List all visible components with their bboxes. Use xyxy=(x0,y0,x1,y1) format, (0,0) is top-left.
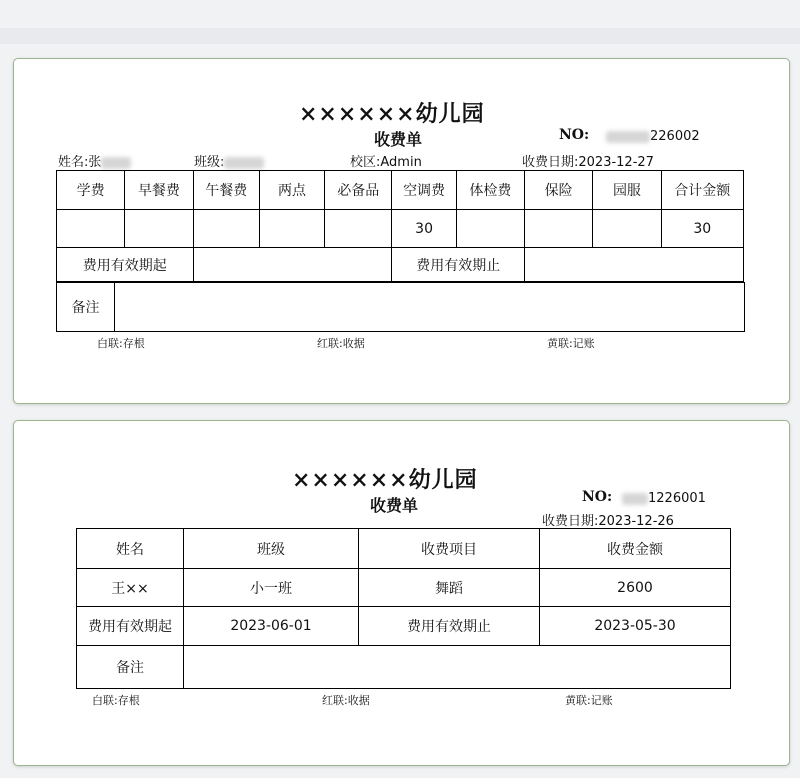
remark-value xyxy=(184,646,731,689)
valid-to-value xyxy=(525,248,744,282)
class-field: 班级: xyxy=(194,151,264,170)
value-cell xyxy=(125,210,193,248)
remark-label: 备注 xyxy=(77,646,184,689)
receipt-card-2 xyxy=(13,420,790,766)
redacted-mask xyxy=(101,157,131,169)
receipt-subtitle: 收费单 xyxy=(370,496,419,515)
name-field: 姓名:张 xyxy=(58,151,131,170)
footer-white-copy: 白联:存根 xyxy=(92,694,140,707)
value-cell xyxy=(259,210,324,248)
valid-from-value xyxy=(193,248,392,282)
fee-header-row xyxy=(57,171,744,210)
value-cell: 王×× xyxy=(77,569,184,607)
date-field: 收费日期:2023-12-27 xyxy=(522,155,654,170)
value-cell: 30 xyxy=(661,210,743,248)
value-cell: 舞蹈 xyxy=(359,569,540,607)
remark-table xyxy=(56,282,745,332)
value-cell xyxy=(57,210,125,248)
footer-white-copy: 白联:存根 xyxy=(97,337,145,350)
header-cell: 保险 xyxy=(525,171,593,210)
fee-table xyxy=(76,528,731,689)
header-cell: 班级 xyxy=(184,529,359,569)
valid-from-value: 2023-06-01 xyxy=(184,607,359,646)
fee-table xyxy=(56,170,744,282)
campus-field: 校区:Admin xyxy=(350,155,422,170)
school-title: ××××××幼儿园 xyxy=(299,101,485,127)
header-cell: 学费 xyxy=(57,171,125,210)
header-cell: 早餐费 xyxy=(125,171,193,210)
value-cell xyxy=(593,210,661,248)
value-cell xyxy=(456,210,524,248)
remark-value xyxy=(115,283,745,332)
redacted-mask xyxy=(224,157,264,169)
receipt-subtitle: 收费单 xyxy=(374,130,423,149)
valid-to-label: 费用有效期止 xyxy=(392,248,525,282)
footer-red-copy: 红联:收据 xyxy=(317,337,365,350)
footer-yellow-copy: 黄联:记账 xyxy=(547,337,595,350)
receipt-no-label: NO: xyxy=(559,127,590,143)
remark-row xyxy=(57,283,745,332)
remark-row xyxy=(77,646,731,689)
header-cell: 合计金额 xyxy=(661,171,743,210)
receipt-card-1 xyxy=(13,58,790,404)
validity-row xyxy=(77,607,731,646)
redacted-mask xyxy=(606,131,650,143)
header-cell: 收费项目 xyxy=(359,529,540,569)
valid-to-value: 2023-05-30 xyxy=(540,607,731,646)
date-field: 收费日期:2023-12-26 xyxy=(542,514,674,529)
fee-value-row xyxy=(77,569,731,607)
value-cell xyxy=(193,210,259,248)
top-bar xyxy=(0,28,800,44)
header-cell: 空调费 xyxy=(392,171,456,210)
validity-row xyxy=(57,248,744,282)
value-cell: 2600 xyxy=(540,569,731,607)
valid-from-label: 费用有效期起 xyxy=(77,607,184,646)
remark-label: 备注 xyxy=(57,283,115,332)
fee-value-row xyxy=(57,210,744,248)
value-cell: 小一班 xyxy=(184,569,359,607)
valid-from-label: 费用有效期起 xyxy=(57,248,194,282)
header-cell: 体检费 xyxy=(456,171,524,210)
redacted-mask xyxy=(622,493,648,505)
header-cell: 收费金额 xyxy=(540,529,731,569)
footer-yellow-copy: 黄联:记账 xyxy=(565,694,613,707)
school-title: ××××××幼儿园 xyxy=(292,467,478,493)
value-cell xyxy=(525,210,593,248)
header-cell: 必备品 xyxy=(325,171,392,210)
header-cell: 两点 xyxy=(259,171,324,210)
fee-header-row xyxy=(77,529,731,569)
value-cell: 30 xyxy=(392,210,456,248)
receipt-no-label: NO: xyxy=(582,489,613,505)
receipt-no-value: 226002 xyxy=(606,129,700,144)
receipt-no-value: 1226001 xyxy=(622,491,706,506)
value-cell xyxy=(325,210,392,248)
header-cell: 姓名 xyxy=(77,529,184,569)
footer-red-copy: 红联:收据 xyxy=(322,694,370,707)
header-cell: 园服 xyxy=(593,171,661,210)
header-cell: 午餐费 xyxy=(193,171,259,210)
valid-to-label: 费用有效期止 xyxy=(359,607,540,646)
